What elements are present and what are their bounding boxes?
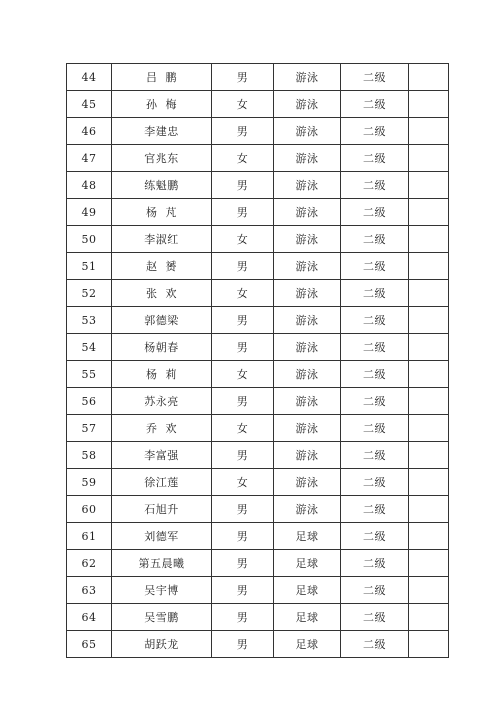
row-number: 55 (67, 361, 112, 388)
athlete-gender: 男 (212, 496, 274, 523)
athlete-name: 李富强 (112, 442, 212, 469)
table-row (67, 523, 449, 550)
row-number: 60 (67, 496, 112, 523)
table-row (67, 496, 449, 523)
athlete-level: 二级 (341, 577, 409, 604)
athlete-gender: 男 (212, 388, 274, 415)
athlete-level: 二级 (341, 523, 409, 550)
row-number: 57 (67, 415, 112, 442)
row-number: 56 (67, 388, 112, 415)
athlete-note (409, 631, 449, 658)
athlete-level: 二级 (341, 91, 409, 118)
athlete-gender: 男 (212, 253, 274, 280)
table-row (67, 442, 449, 469)
table-row (67, 550, 449, 577)
athlete-note (409, 442, 449, 469)
row-number: 61 (67, 523, 112, 550)
athlete-name: 官兆东 (112, 145, 212, 172)
athlete-note (409, 496, 449, 523)
athlete-gender: 男 (212, 550, 274, 577)
athlete-gender: 男 (212, 118, 274, 145)
athlete-gender: 女 (212, 361, 274, 388)
table-row (67, 118, 449, 145)
athlete-name: 杨朝春 (112, 334, 212, 361)
athlete-name: 李淑红 (112, 226, 212, 253)
athlete-level: 二级 (341, 64, 409, 91)
athlete-note (409, 361, 449, 388)
table-row (67, 469, 449, 496)
athlete-level: 二级 (341, 631, 409, 658)
row-number: 45 (67, 91, 112, 118)
table-row (67, 415, 449, 442)
athlete-level: 二级 (341, 388, 409, 415)
row-number: 59 (67, 469, 112, 496)
row-number: 50 (67, 226, 112, 253)
table-row (67, 388, 449, 415)
athlete-note (409, 280, 449, 307)
roster-body (67, 64, 449, 658)
athlete-name: 徐江莲 (112, 469, 212, 496)
row-number: 51 (67, 253, 112, 280)
table-row (67, 361, 449, 388)
athlete-sport: 游泳 (274, 280, 341, 307)
row-number: 63 (67, 577, 112, 604)
athlete-level: 二级 (341, 442, 409, 469)
athlete-gender: 女 (212, 415, 274, 442)
athlete-sport: 游泳 (274, 64, 341, 91)
athlete-sport: 游泳 (274, 145, 341, 172)
table-row (67, 91, 449, 118)
table-row (67, 604, 449, 631)
row-number: 44 (67, 64, 112, 91)
athlete-level: 二级 (341, 280, 409, 307)
athlete-name: 孙 梅 (112, 91, 212, 118)
athlete-sport: 游泳 (274, 226, 341, 253)
athlete-note (409, 226, 449, 253)
athlete-sport: 游泳 (274, 442, 341, 469)
athlete-gender: 男 (212, 307, 274, 334)
athlete-sport: 足球 (274, 631, 341, 658)
athlete-sport: 游泳 (274, 388, 341, 415)
row-number: 62 (67, 550, 112, 577)
table-row (67, 334, 449, 361)
table-row (67, 577, 449, 604)
athlete-roster-table (66, 63, 449, 658)
athlete-level: 二级 (341, 253, 409, 280)
athlete-note (409, 577, 449, 604)
athlete-level: 二级 (341, 415, 409, 442)
row-number: 65 (67, 631, 112, 658)
table-row (67, 631, 449, 658)
athlete-sport: 游泳 (274, 199, 341, 226)
athlete-note (409, 199, 449, 226)
athlete-name: 第五晨曦 (112, 550, 212, 577)
athlete-note (409, 604, 449, 631)
row-number: 54 (67, 334, 112, 361)
athlete-level: 二级 (341, 469, 409, 496)
athlete-gender: 男 (212, 577, 274, 604)
athlete-level: 二级 (341, 496, 409, 523)
row-number: 46 (67, 118, 112, 145)
athlete-sport: 游泳 (274, 307, 341, 334)
athlete-note (409, 145, 449, 172)
athlete-sport: 游泳 (274, 91, 341, 118)
athlete-level: 二级 (341, 172, 409, 199)
athlete-name: 赵 赟 (112, 253, 212, 280)
athlete-gender: 男 (212, 631, 274, 658)
table-row (67, 64, 449, 91)
athlete-note (409, 550, 449, 577)
athlete-level: 二级 (341, 307, 409, 334)
athlete-note (409, 91, 449, 118)
athlete-name: 石旭升 (112, 496, 212, 523)
athlete-sport: 足球 (274, 577, 341, 604)
athlete-note (409, 415, 449, 442)
athlete-note (409, 64, 449, 91)
athlete-note (409, 307, 449, 334)
athlete-note (409, 388, 449, 415)
table-row (67, 307, 449, 334)
athlete-note (409, 523, 449, 550)
row-number: 58 (67, 442, 112, 469)
athlete-sport: 游泳 (274, 415, 341, 442)
athlete-sport: 游泳 (274, 469, 341, 496)
athlete-gender: 男 (212, 442, 274, 469)
athlete-gender: 女 (212, 91, 274, 118)
athlete-sport: 游泳 (274, 118, 341, 145)
row-number: 47 (67, 145, 112, 172)
athlete-name: 张 欢 (112, 280, 212, 307)
athlete-level: 二级 (341, 199, 409, 226)
athlete-sport: 游泳 (274, 334, 341, 361)
athlete-note (409, 172, 449, 199)
athlete-level: 二级 (341, 118, 409, 145)
athlete-gender: 女 (212, 280, 274, 307)
athlete-level: 二级 (341, 145, 409, 172)
athlete-sport: 足球 (274, 523, 341, 550)
athlete-name: 吕 鹏 (112, 64, 212, 91)
athlete-name: 吴雪鹏 (112, 604, 212, 631)
table-row (67, 199, 449, 226)
athlete-gender: 男 (212, 523, 274, 550)
athlete-name: 练魁鹏 (112, 172, 212, 199)
athlete-sport: 游泳 (274, 253, 341, 280)
table-row (67, 226, 449, 253)
athlete-sport: 游泳 (274, 361, 341, 388)
table-row (67, 253, 449, 280)
athlete-gender: 女 (212, 145, 274, 172)
row-number: 53 (67, 307, 112, 334)
athlete-gender: 男 (212, 334, 274, 361)
athlete-note (409, 118, 449, 145)
athlete-name: 刘德军 (112, 523, 212, 550)
athlete-name: 苏永亮 (112, 388, 212, 415)
row-number: 52 (67, 280, 112, 307)
row-number: 49 (67, 199, 112, 226)
athlete-name: 胡跃龙 (112, 631, 212, 658)
athlete-level: 二级 (341, 361, 409, 388)
athlete-name: 郭德梁 (112, 307, 212, 334)
athlete-sport: 足球 (274, 550, 341, 577)
athlete-sport: 足球 (274, 604, 341, 631)
athlete-gender: 男 (212, 604, 274, 631)
athlete-note (409, 334, 449, 361)
athlete-name: 杨 莉 (112, 361, 212, 388)
athlete-level: 二级 (341, 604, 409, 631)
athlete-name: 乔 欢 (112, 415, 212, 442)
athlete-level: 二级 (341, 226, 409, 253)
athlete-gender: 女 (212, 226, 274, 253)
athlete-gender: 女 (212, 469, 274, 496)
table-row (67, 145, 449, 172)
row-number: 48 (67, 172, 112, 199)
athlete-level: 二级 (341, 550, 409, 577)
athlete-sport: 游泳 (274, 496, 341, 523)
athlete-level: 二级 (341, 334, 409, 361)
athlete-sport: 游泳 (274, 172, 341, 199)
athlete-name: 杨 芃 (112, 199, 212, 226)
athlete-name: 李建忠 (112, 118, 212, 145)
athlete-gender: 男 (212, 199, 274, 226)
athlete-name: 吴宇博 (112, 577, 212, 604)
row-number: 64 (67, 604, 112, 631)
athlete-gender: 男 (212, 172, 274, 199)
athlete-note (409, 253, 449, 280)
table-row (67, 280, 449, 307)
athlete-note (409, 469, 449, 496)
table-row (67, 172, 449, 199)
athlete-gender: 男 (212, 64, 274, 91)
